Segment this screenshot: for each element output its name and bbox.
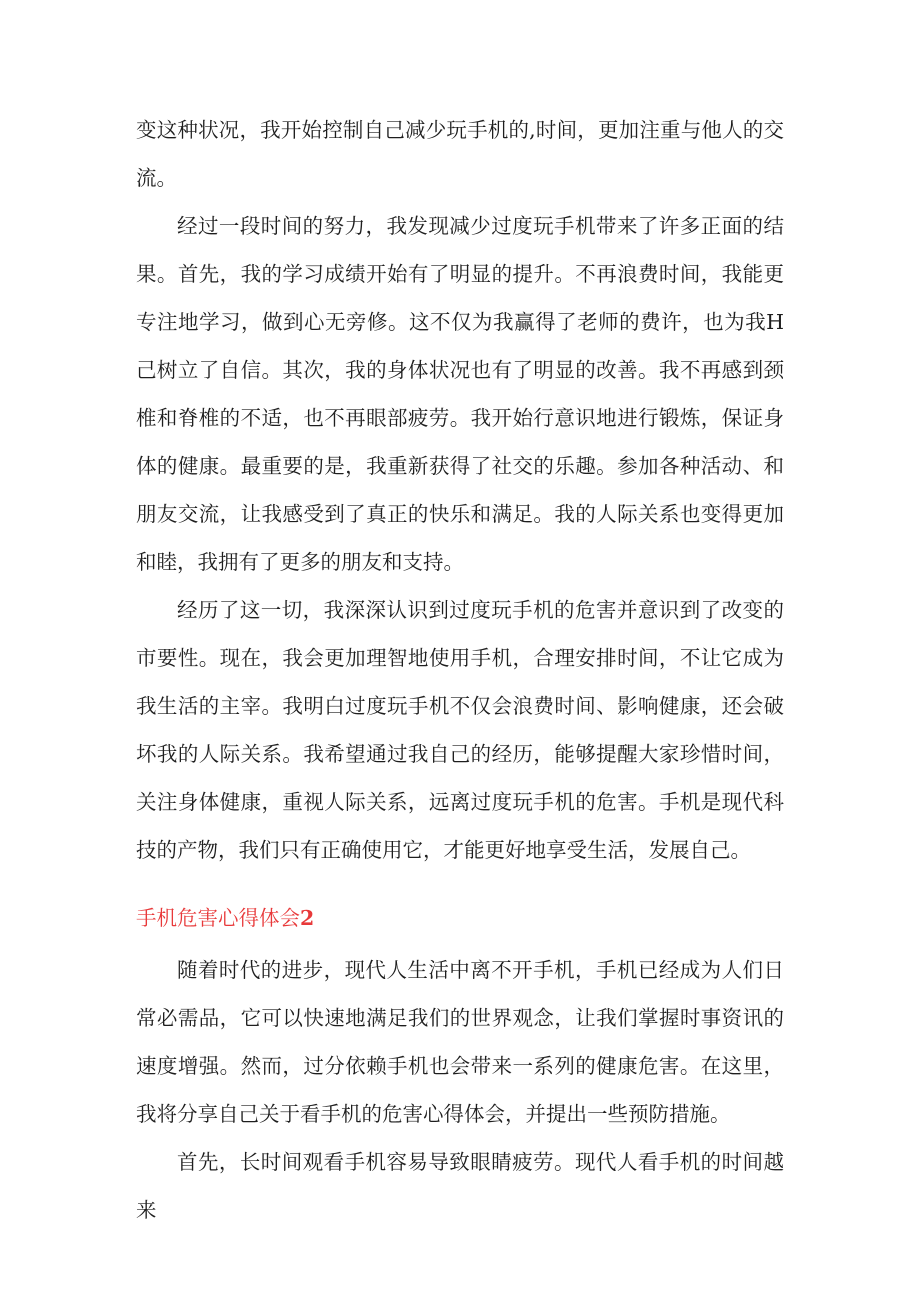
paragraph-first-point: 首先，长时间观看手机容易导致眼睛疲劳。现代人看手机的时间越来 [136,1150,784,1222]
paragraph-reflection: 经历了这一切，我深深认识到过度玩手机的危害并意识到了改变的市要性。现在，我会更加理智地使用手机，合理安排时间，不让它成为我生活的主宰。我明白过度玩手机不仅会浪费时间、影响健康，还会破坏我的人际关系。我希望通过我自己的经历，能够提醒大家珍惜时间，关注身体健康，重视人际关系，远离过度玩手机的危害。手机是现代科技的产物，我们只有正确使用它，才能更好地享受生活，发展自己。 [136,598,784,862]
section-heading-number: 2 [300,906,315,930]
paragraph-continuation: 变这种状况，我开始控制自己减少玩手机的,时间，更加注重与他人的交流。 [136,118,784,190]
paragraph-intro: 随着时代的进步，现代人生活中离不开手机，手机已经成为人们日常必需品，它可以快速地满足我们的世界观念，让我们掌握时事资讯的速度增强。然而，过分依赖手机也会带来一系列的健康危害。在这里，我将分享自己关于看手机的危害心得体会，并提出一些预防措施。 [136,958,784,1126]
section-heading-text: 手机危害心得体会 [136,906,300,930]
section-heading [136,894,314,942]
paragraph-results: 经过一段时间的努力，我发现减少过度玩手机带来了许多正面的结果。首先，我的学习成绩开始有了明显的提升。不再浪费时间，我能更专注地学习，做到心无旁修。这不仅为我赢得了老师的费许，也为我H己树立了自信。其次，我的身体状况也有了明显的改善。我不再感到颈椎和脊椎的不适，也不再眼部疲劳。我开始行意识地进行锻炼，保证身体的健康。最重要的是，我重新获得了社交的乐趣。参加各种活动、和朋友交流，让我感受到了真正的快乐和满足。我的人际关系也变得更加和睦，我拥有了更多的朋友和支持。 [136,214,784,574]
